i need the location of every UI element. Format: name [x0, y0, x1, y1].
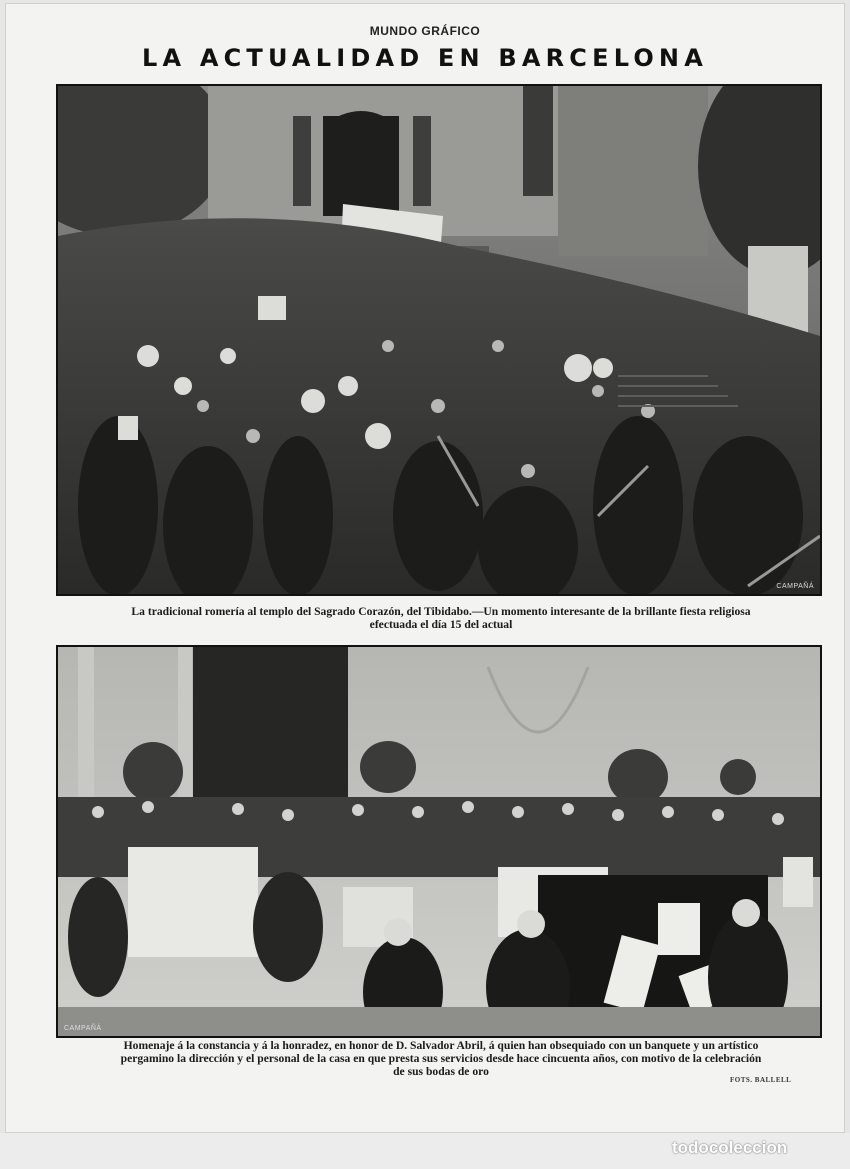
banquet-caption-line3: de sus bodas de oro	[393, 1065, 489, 1078]
banquet-caption-line2: pergamino la dirección y el personal de la casa en que presta sus servicios desde hace cincuenta años, con motivo de la celebración	[120, 1052, 762, 1065]
procession-caption-line1: La tradicional romería al templo del Sagrado Corazón, del Tibidabo.—Un momento interesante de la brillante fiesta religiosa	[131, 605, 751, 618]
photo2-signature: CAMPAÑÁ	[64, 1025, 102, 1032]
photo-credit: FOTS. BALLELL	[730, 1076, 792, 1084]
banquet-caption-line1: Homenaje á la constancia y á la honradez, en honor de D. Salvador Abril, á quien han obsequiado con un banquete y un artístico	[123, 1039, 759, 1052]
banquet-photo-image	[58, 647, 820, 1036]
procession-photo	[56, 84, 822, 596]
page-headline: LA ACTUALIDAD EN BARCELONA	[142, 44, 708, 72]
procession-caption-line2: efectuada el día 15 del actual	[369, 618, 513, 631]
banquet-caption	[56, 1039, 826, 1078]
procession-caption	[56, 605, 826, 631]
banquet-photo	[56, 645, 822, 1038]
photo1-signature: CAMPAÑÁ	[776, 583, 814, 590]
procession-photo-image	[58, 86, 820, 594]
site-watermark: todocoleccion	[672, 1138, 788, 1157]
magazine-name: MUNDO GRÁFICO	[369, 24, 481, 38]
